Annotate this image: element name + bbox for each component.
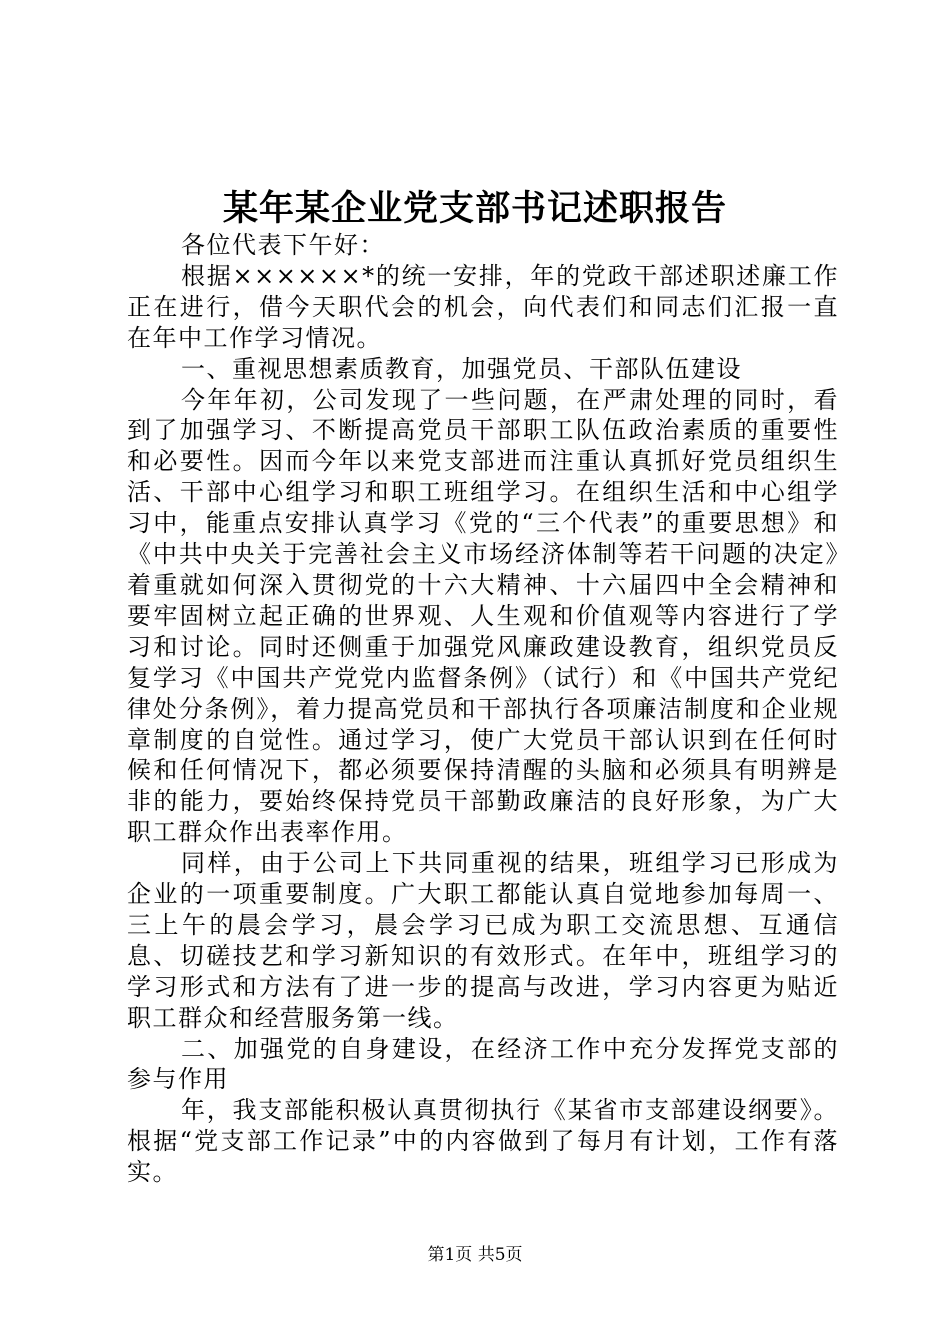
greeting-paragraph: 各位代表下午好： <box>181 231 385 259</box>
intro-paragraph: 根据××××××*的统一安排，年的党政干部述职述廉工作正在进行，借今天职代会的机会，向代表们和同志们汇报一直在年中工作学习情况。 <box>127 261 839 352</box>
body-paragraph: 年，我支部能积极认真贯彻执行《某省市支部建设纲要》。根据“党支部工作记录”中的内容做到了每月有计划，工作有落实。 <box>127 1096 839 1187</box>
page-number-footer: 第1页 共5页 <box>427 1245 523 1265</box>
body-paragraph: 今年年初，公司发现了一些问题，在严肃处理的同时，看到了加强学习、不断提高党员干部职工队伍政治素质的重要性和必要性。因而今年以来党支部进而注重认真抓好党员组织生活、干部中心组学习和职工班组学习。在组织生活和中心组学习中，能重点安排认真学习《党的“三个代表”的重要思想》和《中共中央关于完善社会主义市场经济体制等若干问题的决定》着重就如何深入贯彻党的十六大精神、十六届四中全会精神和要牢固树立起正确的世界观、人生观和价值观等内容进行了学习和讨论。同时还侧重于加强党风廉政建设教育，组织党员反复学习《中国共产党党内监督条例》（试行）和《中国共产党纪律处分条例》，着力提高党员和干部执行各项廉洁制度和企业规章制度的自觉性。通过学习，使广大党员干部认识到在任何时候和任何情况下，都必须要保持清醒的头脑和必须具有明辨是非的能力，要始终保持党员干部勤政廉洁的良好形象，为广大职工群众作出表率作用。 <box>127 385 839 847</box>
document-title: 某年某企业党支部书记述职报告 <box>222 188 727 229</box>
section-heading-1: 一、重视思想素质教育，加强党员、干部队伍建设 <box>181 354 742 383</box>
document-body <box>127 230 839 1188</box>
body-paragraph: 同样，由于公司上下共同重视的结果，班组学习已形成为企业的一项重要制度。广大职工都能认真自觉地参加每周一、三上午的晨会学习，晨会学习已成为职工交流思想、互通信息、切磋技艺和学习新知识的有效形式。在年中，班组学习的学习形式和方法有了进一步的提高与改进，学习内容更为贴近职工群众和经营服务第一线。 <box>127 849 839 1032</box>
section-heading-2: 二、加强党的自身建设，在经济工作中充分发挥党支部的参与作用 <box>127 1034 839 1094</box>
